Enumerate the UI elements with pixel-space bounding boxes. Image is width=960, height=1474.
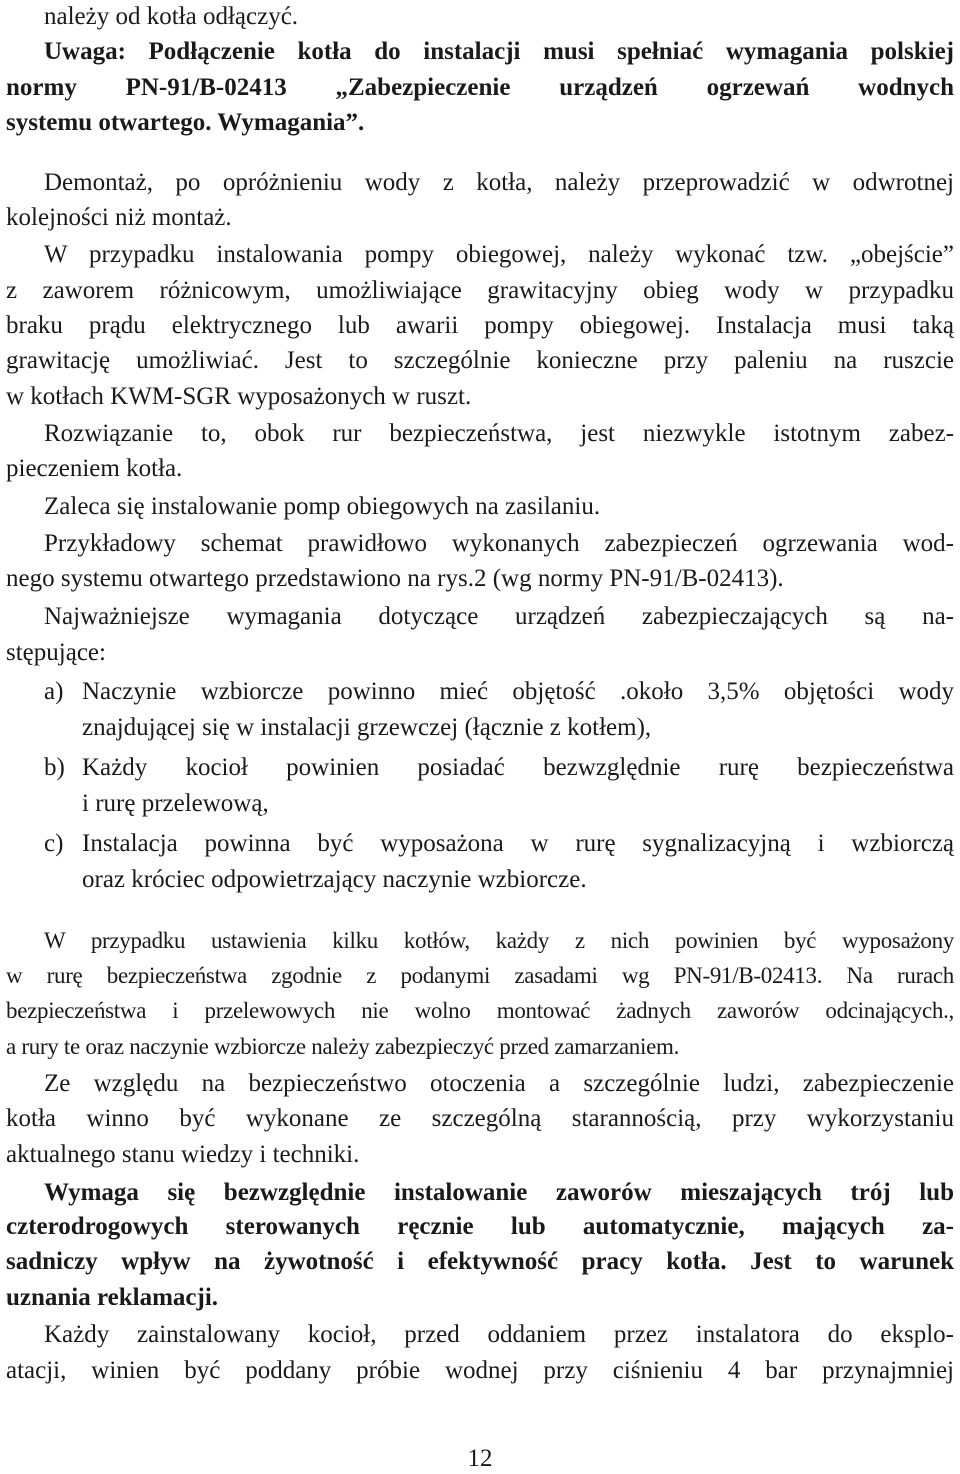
- text-line: Ze względu na bezpieczeństwo otoczenia a szczególnie ludzi, zabezpieczenie: [44, 1070, 954, 1097]
- text-line: z zaworem różnicowym, umożliwiające grawitacyjny obieg wody w przypadku: [6, 277, 954, 304]
- text-line: pieczeniem kotła.: [6, 455, 183, 482]
- requirement-line: czterodrogowych sterowanych ręcznie lub automatycznie, mających za-: [6, 1213, 954, 1240]
- text-line: braku prądu elektrycznego lub awarii pompy obiegowej. Instalacja musi taką: [6, 312, 954, 339]
- list-item-label: b): [44, 754, 65, 781]
- text-line: nego systemu otwartego przedstawiono na rys.2 (wg normy PN-91/B-02413).: [6, 565, 784, 592]
- text-line: Każdy zainstalowany kocioł, przed oddaniem przez instalatora do eksplo-: [44, 1321, 954, 1348]
- requirement-line: uznania reklamacji.: [6, 1284, 219, 1311]
- text-line: kotła winno być wykonane ze szczególną starannością, przy wykorzystaniu: [6, 1105, 954, 1132]
- text-line: w kotłach KWM-SGR wyposażonych w ruszt.: [6, 383, 472, 410]
- text-line: w rurę bezpieczeństwa zgodnie z podanymi zasadami wg PN-91/B-02413. Na rurach: [6, 963, 954, 988]
- requirement-line: sadniczy wpływ na żywotność i efektywność pracy kotła. Jest to warunek: [6, 1248, 954, 1275]
- warning-line: Uwaga: Podłączenie kotła do instalacji musi spełniać wymagania polskiej: [44, 38, 954, 65]
- text-line: bezpieczeństwa i przelewowych nie wolno montować żadnych zaworów odcinających.,: [6, 998, 954, 1023]
- text-line: Najważniejsze wymagania dotyczące urządzeń zabezpieczających są na-: [44, 603, 954, 630]
- text-line: Zaleca się instalowanie pomp obiegowych na zasilaniu.: [44, 493, 601, 520]
- text-line: W przypadku instalowania pompy obiegowej, należy wykonać tzw. „obejście”: [44, 241, 954, 268]
- list-item: oraz króciec odpowietrzający naczynie wzbiorcze.: [82, 866, 587, 893]
- page-number: 12: [467, 1445, 493, 1472]
- requirement-line: Wymaga się bezwzględnie instalowanie zaworów mieszających trój lub: [44, 1179, 954, 1206]
- warning-line: normy PN-91/B-02413 „Zabezpieczenie urządzeń ogrzewań wodnych: [6, 74, 954, 101]
- text-line: atacji, winien być poddany próbie wodnej przy ciśnieniu 4 bar przynajmniej: [6, 1357, 954, 1384]
- warning-line: systemu otwartego. Wymagania”.: [6, 109, 365, 136]
- list-item: znajdującej się w instalacji grzewczej (łącznie z kotłem),: [82, 714, 652, 741]
- list-item: Instalacja powinna być wyposażona w rurę sygnalizacyjną i wzbiorczą: [82, 830, 954, 857]
- text-line: aktualnego stanu wiedzy i techniki.: [6, 1141, 360, 1168]
- text-line: W przypadku ustawienia kilku kotłów, każdy z nich powinien być wyposażony: [44, 928, 954, 953]
- text-line: kolejności niż montaż.: [6, 204, 232, 231]
- text-line: Rozwiązanie to, obok rur bezpieczeństwa, jest niezwykle istotnym zabez-: [44, 420, 954, 447]
- list-item-label: a): [44, 678, 64, 705]
- text-line: grawitację umożliwiać. Jest to szczególnie konieczne przy paleniu na ruszcie: [6, 347, 954, 374]
- list-item: Naczynie wzbiorcze powinno mieć objętość .około 3,5% objętości wody: [82, 678, 954, 705]
- text-line: stępujące:: [6, 639, 106, 666]
- text-line: Przykładowy schemat prawidłowo wykonanych zabezpieczeń ogrzewania wod-: [44, 530, 954, 557]
- text-line: a rury te oraz naczynie wzbiorcze należy zabezpieczyć przed zamarzaniem.: [6, 1034, 680, 1059]
- list-item: Każdy kocioł powinien posiadać bezwzględnie rurę bezpieczeństwa: [82, 754, 954, 781]
- list-item-label: c): [44, 830, 64, 857]
- text-line: Demontaż, po opróżnieniu wody z kotła, należy przeprowadzić w odwrotnej: [44, 169, 954, 196]
- list-item: i rurę przelewową,: [82, 790, 269, 817]
- text-line: należy od kotła odłączyć.: [44, 3, 299, 30]
